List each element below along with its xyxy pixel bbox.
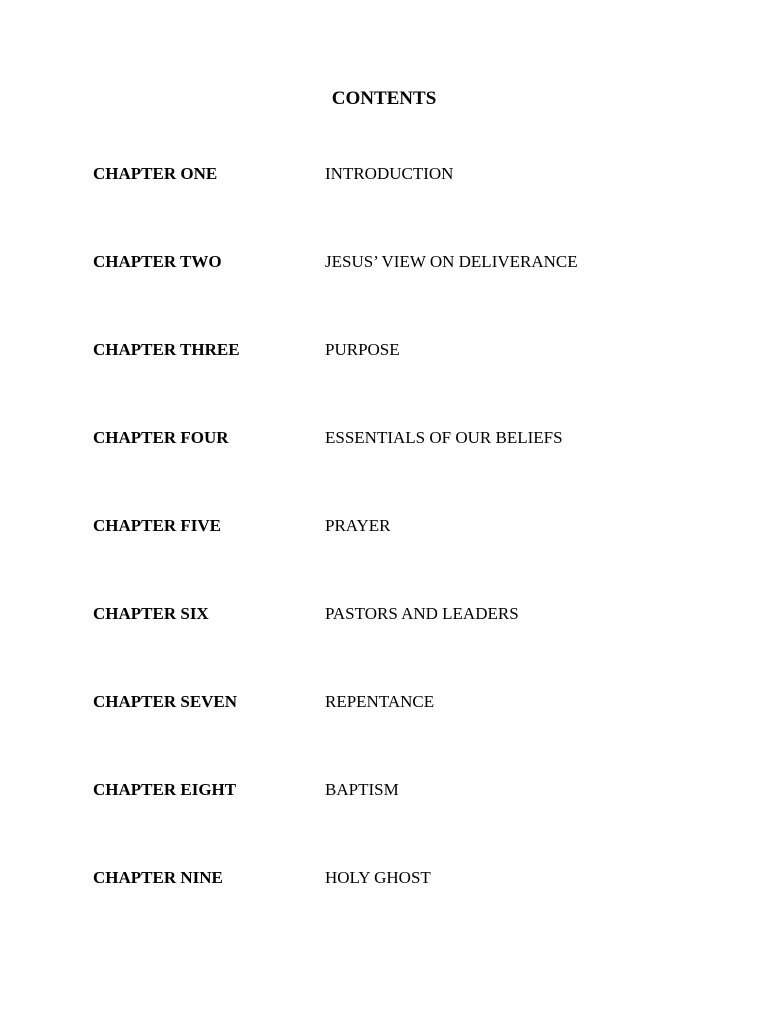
chapter-label: CHAPTER SIX <box>93 604 209 623</box>
chapter-title: PASTORS AND LEADERS <box>325 604 519 623</box>
chapter-title: INTRODUCTION <box>325 164 454 183</box>
toc-entry <box>93 515 693 537</box>
page-title: CONTENTS <box>331 88 437 109</box>
chapter-label: CHAPTER FOUR <box>93 428 229 447</box>
chapter-label: CHAPTER SEVEN <box>93 692 238 711</box>
chapter-title: HOLY GHOST <box>325 868 431 887</box>
chapter-label: CHAPTER EIGHT <box>93 780 237 799</box>
toc-entry <box>93 163 693 185</box>
chapter-label: CHAPTER TWO <box>93 252 222 271</box>
chapter-label: CHAPTER FIVE <box>93 516 221 535</box>
toc-entry <box>93 691 693 713</box>
chapter-title: REPENTANCE <box>325 692 435 711</box>
chapter-title: PURPOSE <box>325 340 400 359</box>
chapter-label: CHAPTER ONE <box>93 164 218 183</box>
toc-entry <box>93 251 693 273</box>
toc-entry <box>93 603 693 625</box>
toc-entry <box>93 779 693 801</box>
chapter-title: PRAYER <box>325 516 391 535</box>
chapter-title: BAPTISM <box>325 780 399 799</box>
chapter-label: CHAPTER NINE <box>93 868 223 887</box>
chapter-title: ESSENTIALS OF OUR BELIEFS <box>325 428 563 447</box>
toc-entry <box>93 867 693 889</box>
toc-entry <box>93 427 693 449</box>
chapter-title: JESUS’ VIEW ON DELIVERANCE <box>325 252 578 271</box>
chapter-label: CHAPTER THREE <box>93 340 240 359</box>
toc-entry <box>93 339 693 361</box>
